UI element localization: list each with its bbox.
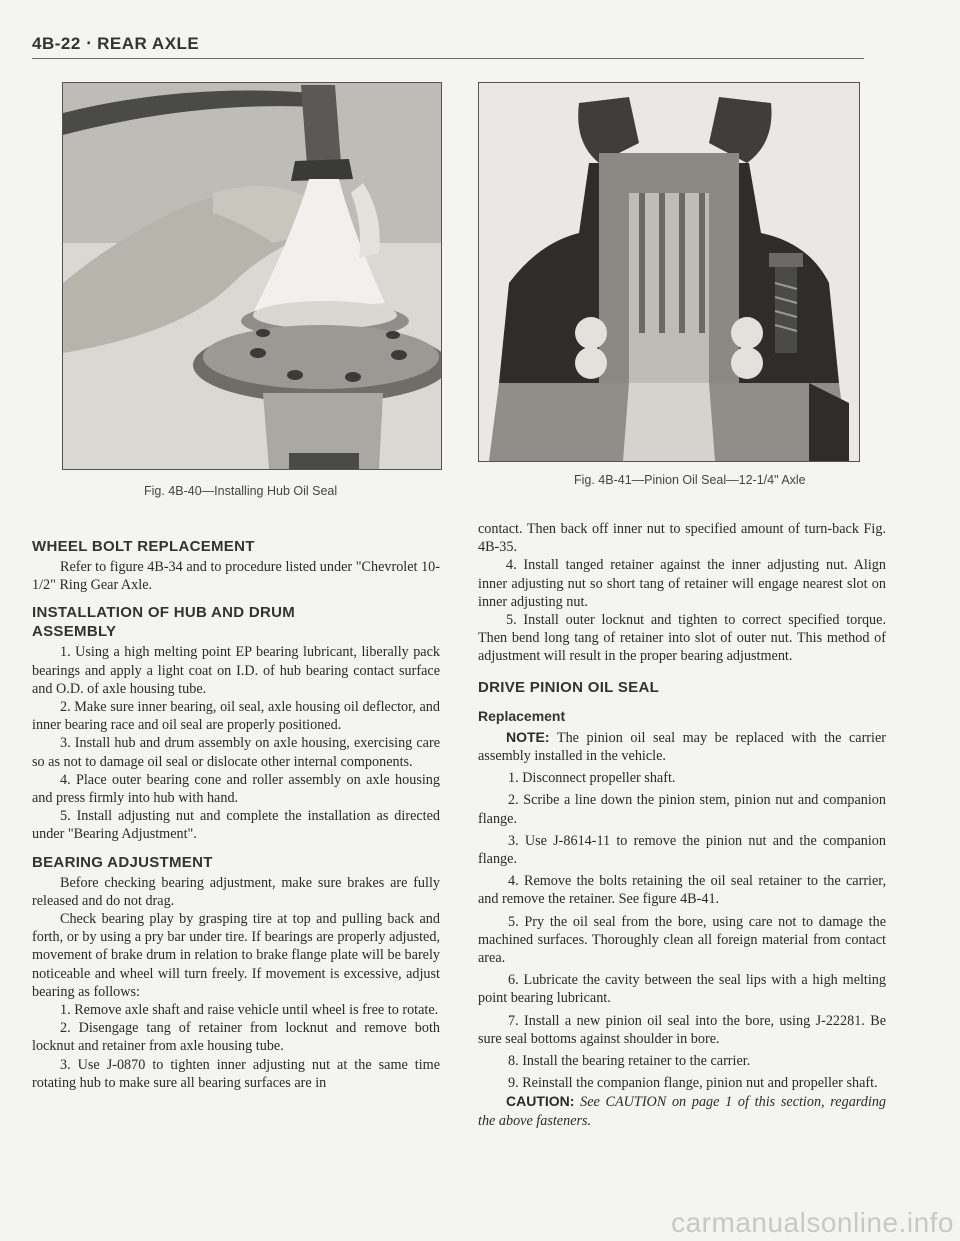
- heading-drive-pinion: DRIVE PINION OIL SEAL: [478, 678, 660, 696]
- subheading-replacement: Replacement: [478, 707, 566, 724]
- pinion-step-8: 8. Install the bearing retainer to the carrier.: [508, 1053, 751, 1070]
- hub-oil-seal-photo: [63, 83, 441, 469]
- left-column: [32, 537, 440, 1092]
- pinion-oil-seal-cutaway: [479, 83, 859, 461]
- note-label: NOTE:: [506, 728, 550, 745]
- heading-bearing-adjustment: BEARING ADJUSTMENT: [32, 853, 213, 871]
- hub-step-2: 2. Make sure inner bearing, oil seal, axle housing oil deflector, and inner bearing race and oil seal are properly positioned.: [32, 699, 440, 734]
- right-column: [478, 520, 886, 1130]
- adjust-step-4: 4. Install tanged retainer against the inner adjusting nut. Align inner adjusting nut so short tang of retainer will engage nearest slot on inner adjusting nut.: [478, 557, 886, 610]
- bearing-step-3: 3. Use J-0870 to tighten inner adjusting nut at the same time rotating hub to make sure all bearing surfaces are in: [32, 1056, 440, 1091]
- header-rule: [32, 58, 864, 59]
- hub-step-3: 3. Install hub and drum assembly on axle housing, exercising care so as not to damage oil seal or dislocate other internal components.: [32, 735, 440, 770]
- heading-wheel-bolt: WHEEL BOLT REPLACEMENT: [32, 538, 255, 555]
- pinion-step-4: 4. Remove the bolts retaining the oil seal retainer to the carrier, and remove the retainer. See figure 4B-41.: [478, 873, 886, 908]
- pinion-step-2: 2. Scribe a line down the pinion stem, pinion nut and companion flange.: [478, 792, 886, 827]
- caution-text: See CAUTION on page 1 of this section, regarding the above fasteners.: [478, 1094, 887, 1129]
- wheel-bolt-text: Refer to figure 4B-34 and to procedure listed under "Chevrolet 10-1/2" Ring Gear Axle.: [32, 559, 440, 594]
- heading-hub-drum-1: INSTALLATION OF HUB AND DRUM: [32, 604, 296, 622]
- bearing-step-1: 1. Remove axle shaft and raise vehicle until wheel is free to rotate.: [60, 1002, 439, 1019]
- bearing-step-2: 2. Disengage tang of retainer from locknut and remove both locknut and retainer from axle housing tube.: [32, 1020, 440, 1055]
- pinion-step-1: 1. Disconnect propeller shaft.: [508, 770, 676, 787]
- hub-step-4: 4. Place outer bearing cone and roller assembly on axle housing and press firmly into hub with hand.: [32, 771, 440, 807]
- note: [478, 728, 886, 765]
- bearing-paragraph-2: Check bearing play by grasping tire at top and pulling back and forth, or by using a pry bar under tire. If bearings are properly adjusted, movement of brake drum in relation to brake flange plate will be barely noticeable and wheel will turn freely. If movement is excessive, adjust bearing as follows:: [32, 911, 440, 1000]
- figure-left-caption: Fig. 4B-40—Installing Hub Oil Seal: [144, 484, 338, 498]
- pinion-step-7: 7. Install a new pinion oil seal into the bore, using J-22281. Be sure seal bottoms against shoulder in bore.: [478, 1012, 886, 1047]
- page-header: 4B-22 ‧ REAR AXLE: [32, 34, 200, 53]
- pinion-step-5: 5. Pry the oil seal from the bore, using care not to damage the machined surfaces. Thoroughly clean all foreign material from contact area.: [478, 913, 886, 967]
- figure-hub-oil-seal: [62, 82, 442, 470]
- hub-step-5: 5. Install adjusting nut and complete the installation as directed under "Bearing Adjustment".: [32, 808, 440, 843]
- adjust-step-5: 5. Install outer locknut and tighten to correct specified torque. Then bend long tang of retainer into slot of outer nut. This method of adjustment will result in the proper bearing adjustment.: [478, 612, 886, 665]
- caution-label: CAUTION:: [506, 1093, 575, 1110]
- pinion-step-9: 9. Reinstall the companion flange, pinion nut and propeller shaft.: [508, 1075, 878, 1092]
- caution: [478, 1092, 886, 1129]
- continuation-text: contact. Then back off inner nut to specified amount of turn-back Fig. 4B-35.: [478, 521, 886, 556]
- heading-hub-drum-2: ASSEMBLY: [32, 623, 117, 641]
- figure-pinion-oil-seal: [478, 82, 860, 462]
- note-text: The pinion oil seal may be replaced with the carrier assembly installed in the vehicle.: [478, 729, 886, 765]
- figure-right-caption: Fig. 4B-41—Pinion Oil Seal—12-1/4" Axle: [574, 473, 806, 487]
- bearing-paragraph-1: Before checking bearing adjustment, make sure brakes are fully released and do not drag.: [32, 874, 440, 909]
- pinion-step-6: 6. Lubricate the cavity between the seal lips with a high melting point bearing lubricant.: [478, 972, 886, 1007]
- hub-step-1: 1. Using a high melting point EP bearing lubricant, liberally pack bearings and apply a light coat on I.D. of hub bearing contact surface and O.D. of axle housing tube.: [32, 644, 440, 697]
- pinion-step-3: 3. Use J-8614-11 to remove the pinion nut and the companion flange.: [478, 832, 886, 868]
- watermark: carmanualsonline.info: [671, 1207, 954, 1238]
